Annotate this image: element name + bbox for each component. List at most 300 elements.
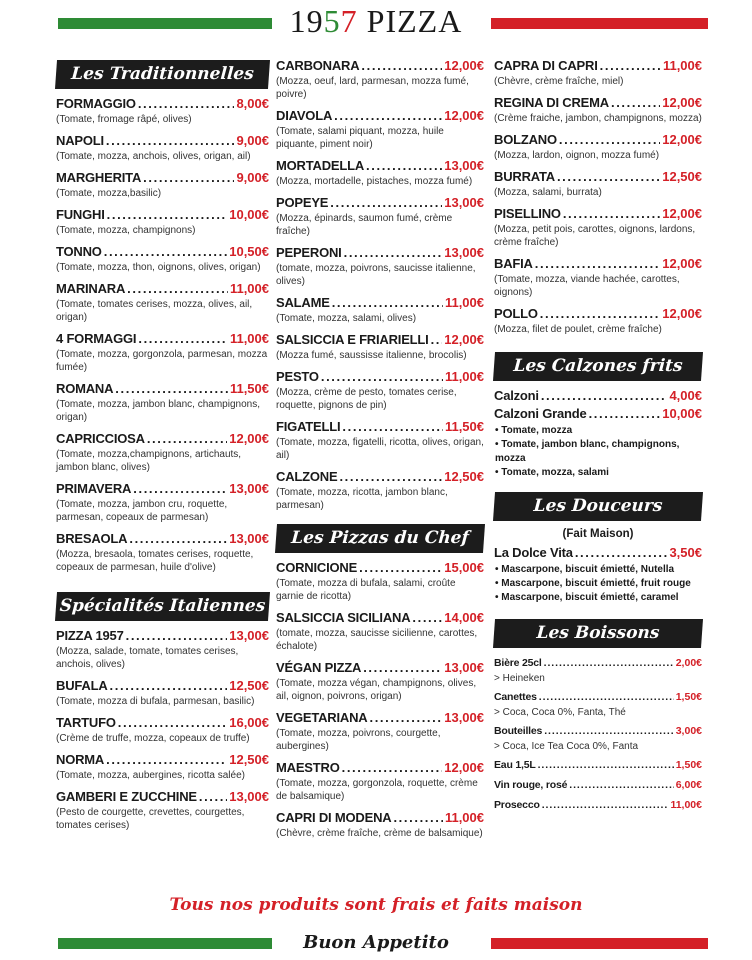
item-price: 8,00€ xyxy=(236,96,269,111)
menu-item xyxy=(56,715,269,745)
leader-dots xyxy=(106,133,235,149)
item-description: (Tomate, mozza, ricotta, jambon blanc, parmesan) xyxy=(276,487,448,511)
leader-dots xyxy=(557,169,660,185)
item-price: 16,00€ xyxy=(229,715,269,730)
item-description: (Tomate, mozza di bufala, parmesan, basilic) xyxy=(56,696,255,707)
menu-item xyxy=(494,757,702,773)
item-price: 11,00€ xyxy=(444,810,484,825)
item-row xyxy=(276,295,484,311)
bullet-item: • Mascarpone, biscuit émietté, caramel xyxy=(495,592,679,603)
leader-dots xyxy=(589,406,661,422)
item-price: 12,00€ xyxy=(662,306,702,321)
menu-item xyxy=(56,628,269,671)
item-price: 11,50€ xyxy=(444,419,484,434)
middle-list xyxy=(276,58,484,512)
leader-dots xyxy=(431,332,443,348)
item-row xyxy=(56,531,269,547)
item-name: 4 FORMAGGI xyxy=(56,331,137,346)
menu-item xyxy=(56,431,269,474)
menu-item xyxy=(56,381,269,424)
leader-dots xyxy=(559,132,660,148)
item-description: (Mozza, salami, burrata) xyxy=(494,187,602,198)
item-price: 13,00€ xyxy=(444,710,484,725)
leader-dots xyxy=(126,628,228,644)
item-name: NAPOLI xyxy=(56,133,104,148)
menu-item xyxy=(276,295,484,325)
item-row xyxy=(276,108,484,124)
item-row xyxy=(494,655,702,671)
item-name: PEPERONI xyxy=(276,245,342,260)
item-description: (Tomate, mozza, salami, olives) xyxy=(276,313,417,324)
item-row xyxy=(494,689,702,705)
leader-dots xyxy=(544,723,674,739)
menu-item xyxy=(276,810,484,840)
section-banner-specialites: Spécialités Italiennes xyxy=(55,592,270,621)
item-description: > Coca, Ice Tea Coca 0%, Fanta xyxy=(494,741,639,752)
item-price: 12,50€ xyxy=(444,469,484,484)
item-name: GAMBERI E ZUCCHINE xyxy=(56,789,197,804)
item-row xyxy=(56,207,269,223)
item-price: 12,00€ xyxy=(444,760,484,775)
menu-item xyxy=(56,789,269,832)
item-description: (Mozza, salade, tomate, tomates cerises, anchois, olives) xyxy=(56,646,239,670)
leader-dots xyxy=(138,96,235,112)
item-price: 6,00€ xyxy=(675,779,702,791)
menu-item xyxy=(494,388,702,404)
menu-item xyxy=(56,752,269,782)
item-price: 4,00€ xyxy=(669,388,702,403)
item-description: (Mozza, épinards, saumon fumé, crème fraîche) xyxy=(276,213,453,237)
item-name: MAESTRO xyxy=(276,760,340,775)
section-banner-traditionnelles: Les Traditionnelles xyxy=(55,60,270,89)
item-description: (Mozza, petit pois, carottes, oignons, lardons, crème fraîche) xyxy=(494,224,696,248)
leader-dots xyxy=(147,431,227,447)
item-name: MORTADELLA xyxy=(276,158,365,173)
leader-dots xyxy=(127,281,228,297)
item-row xyxy=(276,610,484,626)
item-description: (Tomate, mozza, thon, oignons, olives, origan) xyxy=(56,262,261,273)
menu-item xyxy=(56,481,269,524)
item-description: (Tomate, fromage râpé, olives) xyxy=(56,114,192,125)
menu-item xyxy=(494,95,702,125)
item-description: (Tomate, mozza, champignons) xyxy=(56,225,196,236)
leader-dots xyxy=(115,381,228,397)
item-description: (Tomate, mozza, aubergines, ricotta salée) xyxy=(56,770,245,781)
item-row xyxy=(56,715,269,731)
menu-item xyxy=(276,469,484,512)
item-price: 11,00€ xyxy=(444,369,484,384)
bullet-item: • Tomate, mozza xyxy=(495,425,573,436)
menu-item xyxy=(494,689,702,719)
item-name: BUFALA xyxy=(56,678,108,693)
menu-item xyxy=(276,108,484,151)
item-price: 1,50€ xyxy=(675,759,702,771)
item-price: 12,00€ xyxy=(229,431,269,446)
menu-item xyxy=(276,245,484,288)
middle-column xyxy=(276,58,484,847)
leader-dots xyxy=(542,797,669,813)
menu-item xyxy=(276,195,484,238)
leader-dots xyxy=(575,545,668,561)
item-description: (Crème fraiche, jambon, champignons, mozza) xyxy=(494,113,702,124)
menu-item xyxy=(276,58,484,101)
item-price: 12,00€ xyxy=(662,95,702,110)
item-price: 11,00€ xyxy=(229,281,269,296)
bullet-item: • Mascarpone, biscuit émietté, fruit rouge xyxy=(495,578,691,589)
item-price: 12,00€ xyxy=(444,58,484,73)
item-description: (Tomate, mozza, figatelli, ricotta, olives, origan, ail) xyxy=(276,437,484,461)
item-name: PESTO xyxy=(276,369,319,384)
item-price: 14,00€ xyxy=(444,610,484,625)
item-price: 13,00€ xyxy=(444,158,484,173)
item-price: 13,00€ xyxy=(229,531,269,546)
menu-item xyxy=(56,531,269,574)
item-price: 10,00€ xyxy=(662,406,702,421)
leader-dots xyxy=(538,757,674,773)
item-name: CALZONE xyxy=(276,469,338,484)
item-row xyxy=(56,628,269,644)
item-row xyxy=(494,797,702,813)
bullet-item: • Tomate, jambon blanc, champignons, mozza xyxy=(495,439,680,464)
item-name: NORMA xyxy=(56,752,105,767)
item-row xyxy=(494,132,702,148)
leader-dots xyxy=(393,810,443,826)
specialites-list xyxy=(56,628,269,832)
leader-dots xyxy=(106,752,227,768)
right-list xyxy=(494,58,702,336)
item-name: BOLZANO xyxy=(494,132,557,147)
item-name: CORNICIONE xyxy=(276,560,358,575)
menu-item xyxy=(56,96,269,126)
item-row xyxy=(276,419,484,435)
leader-dots xyxy=(118,715,228,731)
item-price: 12,00€ xyxy=(444,332,484,347)
menu-item xyxy=(494,545,702,561)
item-row xyxy=(56,381,269,397)
section-banner-calzones: Les Calzones frits xyxy=(493,352,703,381)
item-description: (Mozza, mortadelle, pistaches, mozza fumé) xyxy=(276,176,473,187)
leader-dots xyxy=(361,58,442,74)
boissons-list xyxy=(494,655,702,813)
item-price: 11,50€ xyxy=(229,381,269,396)
menu-item xyxy=(56,281,269,324)
footer-tagline: Tous nos produits sont frais et faits maison xyxy=(169,895,583,915)
menu-item xyxy=(276,760,484,803)
item-name: PRIMAVERA xyxy=(56,481,132,496)
item-row xyxy=(56,170,269,186)
item-name: BAFIA xyxy=(494,256,533,271)
item-description: (Mozza, oeuf, lard, parmesan, mozza fumé, poivre) xyxy=(276,76,469,100)
item-row xyxy=(494,206,702,222)
menu-item xyxy=(494,169,702,199)
item-row xyxy=(276,760,484,776)
item-name: VEGETARIANA xyxy=(276,710,368,725)
item-name: SALSICCIA SICILIANA xyxy=(276,610,411,625)
item-name: Vin rouge, rosé xyxy=(494,779,568,791)
item-name: MARGHERITA xyxy=(56,170,142,185)
item-description: (Crème de truffe, mozza, copeaux de truffe) xyxy=(56,733,250,744)
item-name: CAPRICCIOSA xyxy=(56,431,145,446)
right-column xyxy=(494,58,702,817)
item-price: 11,00€ xyxy=(670,799,702,811)
item-price: 2,00€ xyxy=(675,657,702,669)
item-price: 12,00€ xyxy=(444,108,484,123)
item-row xyxy=(56,133,269,149)
item-name: BURRATA xyxy=(494,169,555,184)
item-price: 12,50€ xyxy=(662,169,702,184)
menu-item xyxy=(276,158,484,188)
item-name: TONNO xyxy=(56,244,102,259)
leader-dots xyxy=(344,245,443,261)
menu-item xyxy=(56,207,269,237)
item-name: POPEYE xyxy=(276,195,329,210)
item-name: Calzoni xyxy=(494,388,539,403)
item-row xyxy=(276,369,484,385)
item-row xyxy=(494,388,702,404)
section-banner-boissons: Les Boissons xyxy=(493,619,703,648)
item-price: 1,50€ xyxy=(675,691,702,703)
item-price: 10,00€ xyxy=(229,207,269,222)
leader-dots xyxy=(569,777,673,793)
item-description: (Tomate, mozza,basilic) xyxy=(56,188,162,199)
menu-item xyxy=(494,723,702,753)
menu-item xyxy=(276,560,484,603)
item-row xyxy=(276,58,484,74)
menu-item xyxy=(494,58,702,88)
item-name: PISELLINO xyxy=(494,206,561,221)
item-price: 9,00€ xyxy=(236,133,269,148)
item-row xyxy=(494,169,702,185)
item-description: (Mozza, lardon, oignon, mozza fumé) xyxy=(494,150,660,161)
leader-dots xyxy=(107,207,228,223)
item-price: 13,00€ xyxy=(229,481,269,496)
footer-signoff: Buon Appetito xyxy=(303,932,449,953)
item-description: (Tomate, mozza, viande hachée, carottes, oignons) xyxy=(494,274,680,298)
leader-dots xyxy=(133,481,227,497)
item-price: 13,00€ xyxy=(444,245,484,260)
item-name: CAPRA DI CAPRI xyxy=(494,58,598,73)
item-description: (Tomate, mozza,champignons, artichauts, jambon blanc, olives) xyxy=(56,449,242,473)
item-name: Canettes xyxy=(494,691,537,703)
leader-dots xyxy=(332,295,443,311)
item-name: SALAME xyxy=(276,295,330,310)
item-name: TARTUFO xyxy=(56,715,116,730)
item-row xyxy=(494,723,702,739)
item-row xyxy=(56,789,269,805)
item-description: (Tomate, mozza di bufala, salami, croûte garnie de ricotta) xyxy=(276,578,456,602)
item-description: (Chèvre, crème fraîche, miel) xyxy=(494,76,624,87)
item-row xyxy=(276,660,484,676)
item-description: > Heineken xyxy=(494,673,545,684)
item-row xyxy=(56,481,269,497)
item-price: 12,50€ xyxy=(229,752,269,767)
leader-dots xyxy=(339,469,442,485)
item-name: FIGATELLI xyxy=(276,419,341,434)
item-row xyxy=(276,560,484,576)
leader-dots xyxy=(369,710,442,726)
leader-dots xyxy=(540,306,660,322)
calzones-list xyxy=(494,388,702,422)
menu-item xyxy=(276,610,484,653)
item-name: MARINARA xyxy=(56,281,126,296)
item-name: Prosecco xyxy=(494,799,540,811)
item-row xyxy=(56,281,269,297)
leader-dots xyxy=(363,660,442,676)
item-price: 13,00€ xyxy=(444,660,484,675)
item-name: PIZZA 1957 xyxy=(56,628,124,643)
leader-dots xyxy=(104,244,228,260)
item-name: POLLO xyxy=(494,306,538,321)
menu-item xyxy=(494,206,702,249)
item-price: 13,00€ xyxy=(229,789,269,804)
item-description: (Tomate, mozza, anchois, olives, origan, ail) xyxy=(56,151,251,162)
item-row xyxy=(494,306,702,322)
item-price: 12,50€ xyxy=(229,678,269,693)
item-price: 10,50€ xyxy=(229,244,269,259)
item-description: (Tomate, tomates cerises, mozza, olives, ail, origan) xyxy=(56,299,253,323)
item-name: DIAVOLA xyxy=(276,108,333,123)
bullet-item: • Tomate, mozza, salami xyxy=(495,467,609,478)
item-price: 3,50€ xyxy=(669,545,702,560)
item-description: (Mozza, crème de pesto, tomates cerise, roquette, pignons de pin) xyxy=(276,387,457,411)
item-description: (Tomate, mozza, jambon cru, roquette, parmesan, copeaux de parmesan) xyxy=(56,499,228,523)
section-banner-douceurs: Les Douceurs xyxy=(493,492,703,521)
item-row xyxy=(56,752,269,768)
item-description: (Tomate, salami piquant, mozza, huile piquante, piment noir) xyxy=(276,126,444,150)
leader-dots xyxy=(143,170,234,186)
menu-item xyxy=(494,132,702,162)
menu-item xyxy=(276,332,484,362)
item-name: FUNGHI xyxy=(56,207,105,222)
leader-dots xyxy=(334,108,442,124)
leader-dots xyxy=(600,58,661,74)
item-row xyxy=(276,195,484,211)
item-name: Calzoni Grande xyxy=(494,406,587,421)
menu-item xyxy=(494,306,702,336)
item-price: 12,00€ xyxy=(662,256,702,271)
left-column xyxy=(56,60,269,839)
item-description: (tomate, mozza, saucisse sicilienne, carottes, échalote) xyxy=(276,628,478,652)
item-description: (Tomate, mozza, jambon blanc, champignons, origan) xyxy=(56,399,260,423)
item-row xyxy=(56,678,269,694)
leader-dots xyxy=(321,369,443,385)
page-title: 1957 PIZZA xyxy=(289,3,463,39)
bullet-item: • Mascarpone, biscuit émietté, Nutella xyxy=(495,564,675,575)
item-description: (Mozza, filet de poulet, crème fraîche) xyxy=(494,324,662,335)
item-row xyxy=(56,431,269,447)
leader-dots xyxy=(359,560,442,576)
menu-item xyxy=(276,710,484,753)
item-row xyxy=(494,58,702,74)
item-price: 12,00€ xyxy=(662,132,702,147)
item-row xyxy=(276,810,484,826)
item-row xyxy=(494,95,702,111)
item-description: (Pesto de courgette, crevettes, courgettes, tomates cerises) xyxy=(56,807,245,831)
item-row xyxy=(56,331,269,347)
item-price: 15,00€ xyxy=(444,560,484,575)
item-price: 12,00€ xyxy=(662,206,702,221)
item-description: (Mozza fumé, saussisse italienne, brocolis) xyxy=(276,350,467,361)
leader-dots xyxy=(342,419,443,435)
menu-item xyxy=(56,170,269,200)
chef-list xyxy=(276,560,484,840)
calzones-bullets xyxy=(494,424,702,480)
item-name: Eau 1,5L xyxy=(494,759,536,771)
item-description: (Tomate, mozza, gorgonzola, roquette, crème de balsamique) xyxy=(276,778,478,802)
item-description: (Tomate, mozza végan, champignons, olives, ail, oignon, poivrons, origan) xyxy=(276,678,477,702)
item-name: La Dolce Vita xyxy=(494,545,573,560)
leader-dots xyxy=(535,256,661,272)
item-name: VÉGAN PIZZA xyxy=(276,660,362,675)
item-row xyxy=(494,777,702,793)
item-description: (Tomate, mozza, gorgonzola, parmesan, mozza fumée) xyxy=(56,349,268,373)
item-description: (tomate, mozza, poivrons, saucisse italienne, olives) xyxy=(276,263,476,287)
menu-item xyxy=(56,244,269,274)
item-price: 9,00€ xyxy=(236,170,269,185)
item-price: 11,00€ xyxy=(662,58,702,73)
menu-item xyxy=(276,660,484,703)
item-row xyxy=(56,244,269,260)
menu-item xyxy=(494,655,702,685)
leader-dots xyxy=(110,678,228,694)
item-name: CARBONARA xyxy=(276,58,360,73)
item-description: (Mozza, bresaola, tomates cerises, roquette, copeaux de parmesan, huile d'olive) xyxy=(56,549,254,573)
item-price: 11,00€ xyxy=(229,331,269,346)
leader-dots xyxy=(199,789,227,805)
leader-dots xyxy=(563,206,660,222)
item-row xyxy=(276,469,484,485)
item-row xyxy=(276,158,484,174)
menu-item xyxy=(56,331,269,374)
item-price: 3,00€ xyxy=(675,725,702,737)
leader-dots xyxy=(366,158,442,174)
leader-dots xyxy=(541,388,668,404)
leader-dots xyxy=(330,195,442,211)
menu-item xyxy=(276,369,484,412)
menu-item xyxy=(494,406,702,422)
menu-item xyxy=(56,678,269,708)
menu-item xyxy=(276,419,484,462)
item-price: 11,00€ xyxy=(444,295,484,310)
item-row xyxy=(276,245,484,261)
traditionnelles-list xyxy=(56,96,269,574)
menu-item xyxy=(494,797,702,813)
leader-dots xyxy=(539,689,674,705)
item-row xyxy=(276,332,484,348)
item-name: Bouteilles xyxy=(494,725,543,737)
item-name: ROMANA xyxy=(56,381,114,396)
leader-dots xyxy=(342,760,443,776)
item-row xyxy=(276,710,484,726)
menu-item xyxy=(494,777,702,793)
item-description: > Coca, Coca 0%, Fanta, Thé xyxy=(494,707,626,718)
item-description: (Chèvre, crème fraîche, crème de balsamique) xyxy=(276,828,483,839)
leader-dots xyxy=(611,95,660,111)
item-name: CAPRI DI MODENA xyxy=(276,810,392,825)
leader-dots xyxy=(412,610,442,626)
section-banner-chef: Les Pizzas du Chef xyxy=(275,524,485,553)
item-row xyxy=(494,256,702,272)
menu-item xyxy=(494,256,702,299)
menu-item xyxy=(56,133,269,163)
leader-dots xyxy=(129,531,227,547)
douceurs-bullets xyxy=(494,563,702,605)
item-row xyxy=(494,757,702,773)
douceurs-subtitle: (Fait Maison) xyxy=(562,528,634,540)
item-name: BRESAOLA xyxy=(56,531,128,546)
item-price: 13,00€ xyxy=(444,195,484,210)
leader-dots xyxy=(138,331,228,347)
